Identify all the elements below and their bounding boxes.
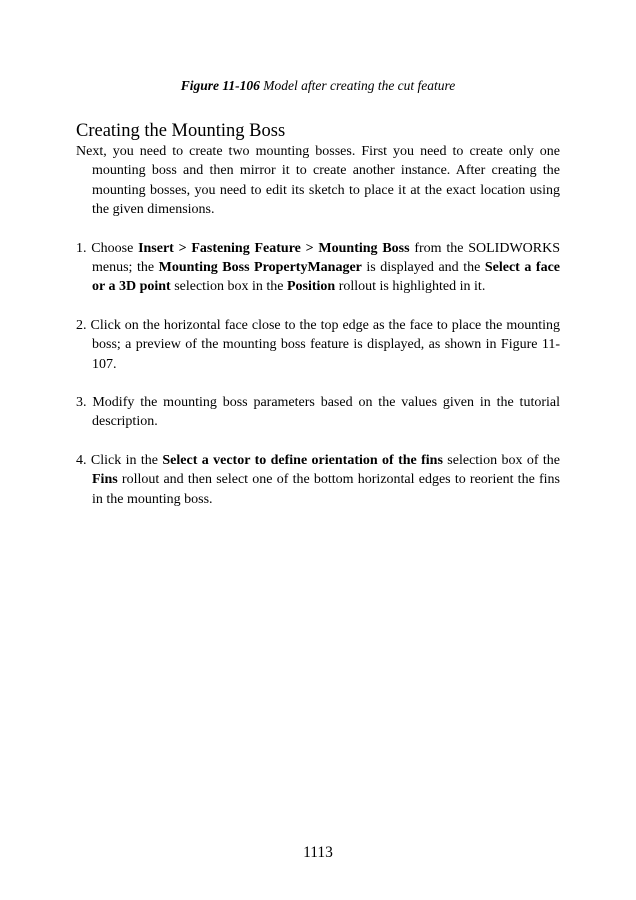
text-run: Choose (91, 240, 139, 256)
text-run: selection box in the (170, 279, 287, 295)
step-number: 1. (76, 240, 87, 256)
step-item-2 (76, 316, 560, 374)
step-number: 4. (76, 452, 87, 468)
intro-paragraph: Next, you need to create two mounting bosses. First you need to create only one mounting boss and then mirror it to create another instance. After creating the mounting bosses, you need to edit its sketch to place it at the exact location using the given dimensions. (76, 144, 560, 218)
text-run: selection box of the (442, 452, 560, 468)
step-item-1 (76, 239, 560, 297)
text-run: rollout is highlighted in it. (335, 279, 486, 295)
step-number: 2. (76, 317, 87, 333)
step-item-3 (76, 393, 560, 432)
bold-text-run: Position (286, 279, 336, 295)
bold-text-run: Select a face or a 3D point (92, 260, 560, 295)
page-number: 1113 (303, 844, 333, 861)
bold-text-run: Mounting Boss PropertyManager (158, 260, 362, 276)
step-text (91, 241, 560, 295)
page-content (76, 78, 560, 528)
text-run: from the SOLIDWORKS menus; the (92, 240, 560, 276)
bold-text-run: Select a vector to define orientation of the fins (162, 452, 443, 468)
bold-text-run: Insert > Fastening Feature > Mounting Boss (138, 240, 410, 256)
text-run: is displayed and the (361, 260, 485, 276)
text-run: Click in the (90, 452, 163, 468)
section-heading: Creating the Mounting Boss (76, 121, 286, 141)
text-run: Modify the mounting boss parameters based on the values given in the tutorial description. (92, 395, 560, 430)
step-text (90, 318, 560, 372)
figure-caption (76, 78, 560, 94)
step-item-4 (76, 451, 560, 509)
text-run: rollout and then select one of the bottom horizontal edges to reorient the fins in the mounting boss. (92, 472, 560, 507)
step-text (91, 453, 560, 507)
figure-caption-text: Model after creating the cut feature (259, 78, 456, 93)
step-number: 3. (76, 395, 87, 411)
figure-caption-label: Figure 11-106 (180, 78, 260, 93)
text-run: Click on the horizontal face close to the top edge as the face to place the mounting boss; a preview of the mounting boss feature is displayed, as shown in Figure 11-107. (90, 317, 560, 372)
bold-text-run: Fins (92, 472, 118, 488)
step-text (92, 395, 560, 429)
